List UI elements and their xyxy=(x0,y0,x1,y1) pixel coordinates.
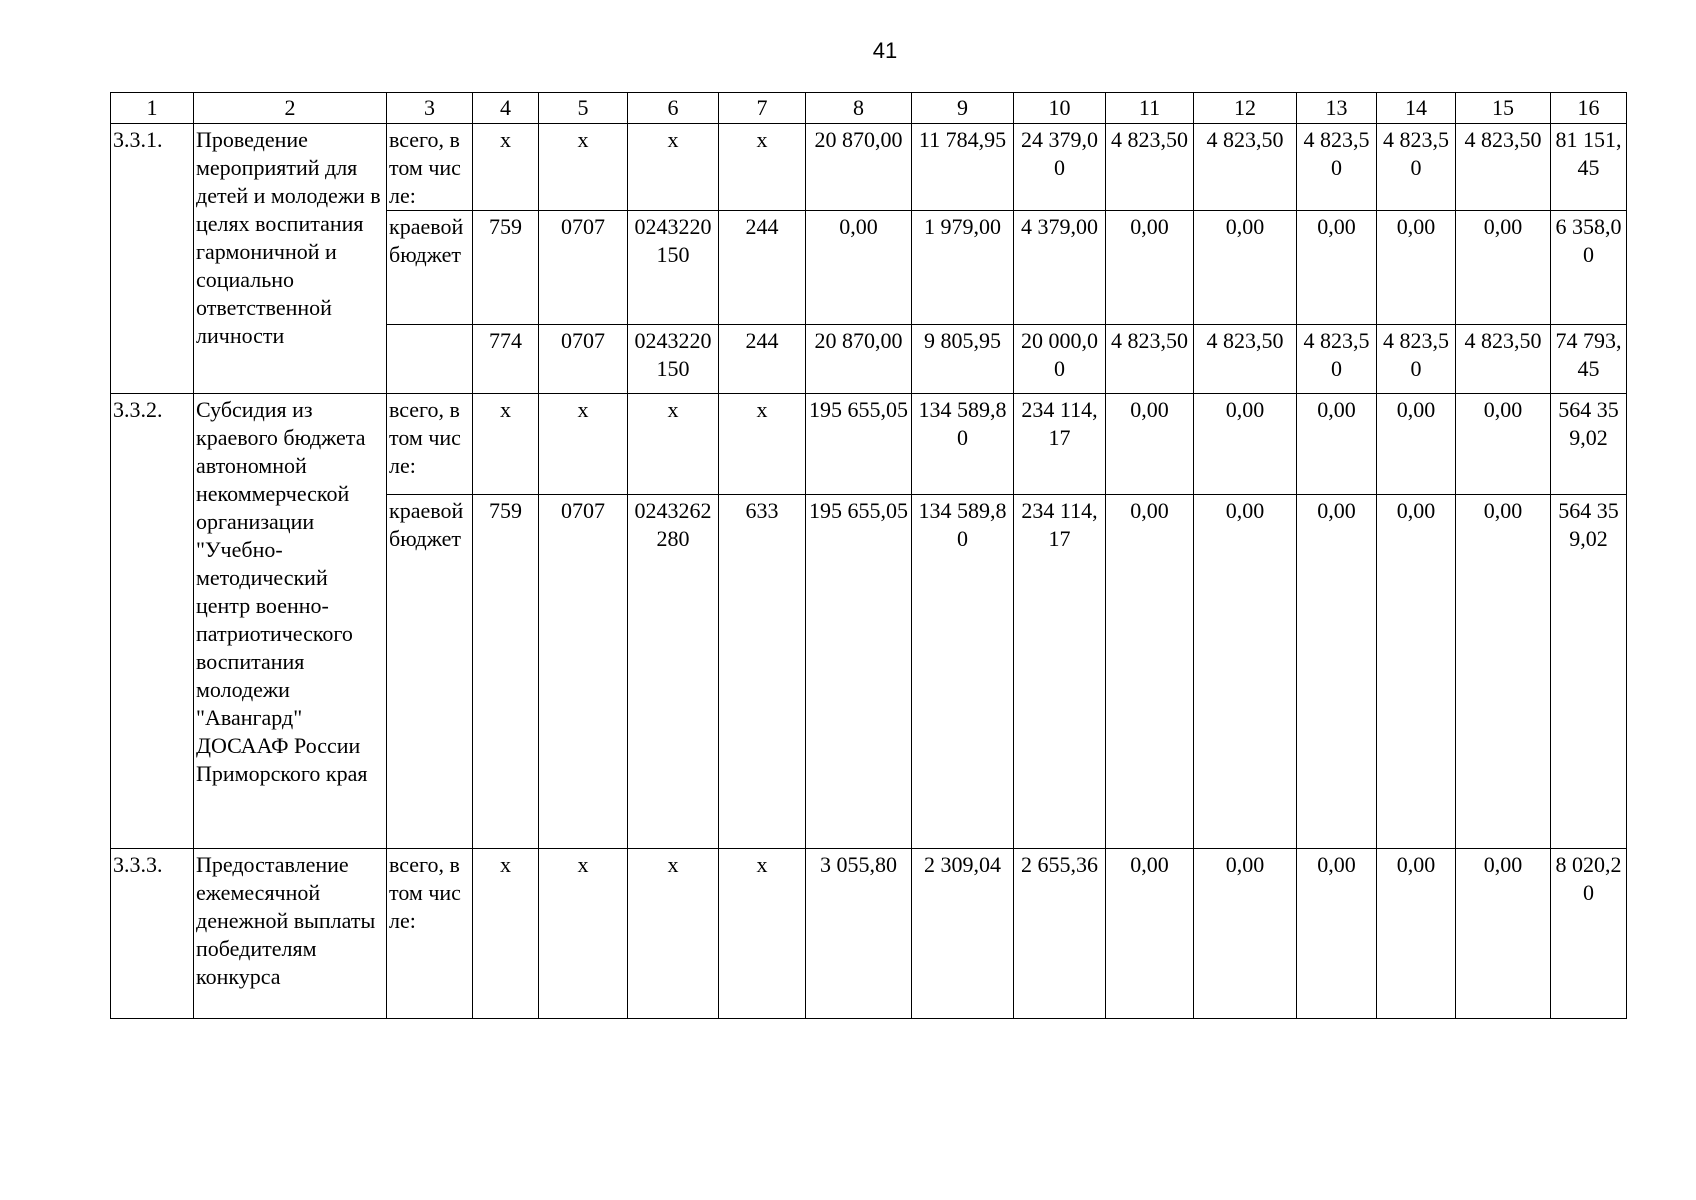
column-header: 8 xyxy=(806,93,912,124)
column-header: 14 xyxy=(1377,93,1456,124)
cell-c16: 6 358,00 xyxy=(1551,211,1627,325)
cell-c7: 633 xyxy=(719,495,806,849)
cell-c6: x xyxy=(628,394,719,495)
cell-c16: 74 793,45 xyxy=(1551,325,1627,394)
column-header: 6 xyxy=(628,93,719,124)
cell-c4: x xyxy=(473,124,539,211)
cell-c8: 20 870,00 xyxy=(806,124,912,211)
cell-c6: 0243220150 xyxy=(628,211,719,325)
cell-c16: 81 151,45 xyxy=(1551,124,1627,211)
cell-c12: 0,00 xyxy=(1194,394,1297,495)
cell-c12: 0,00 xyxy=(1194,495,1297,849)
cell-c8: 20 870,00 xyxy=(806,325,912,394)
cell-c10: 20 000,00 xyxy=(1014,325,1106,394)
cell-c5: 0707 xyxy=(539,495,628,849)
table-row xyxy=(111,124,1627,211)
column-header: 12 xyxy=(1194,93,1297,124)
column-header: 11 xyxy=(1106,93,1194,124)
funding-source: краевой бюджет xyxy=(387,211,473,325)
cell-c14: 0,00 xyxy=(1377,211,1456,325)
cell-c13: 4 823,50 xyxy=(1297,124,1377,211)
cell-c9: 134 589,80 xyxy=(912,495,1014,849)
page-number: 41 xyxy=(872,38,898,63)
cell-c6: x xyxy=(628,849,719,1019)
cell-c9: 134 589,80 xyxy=(912,394,1014,495)
cell-c13: 0,00 xyxy=(1297,394,1377,495)
cell-c14: 4 823,50 xyxy=(1377,325,1456,394)
cell-c5: x xyxy=(539,124,628,211)
cell-c15: 0,00 xyxy=(1456,849,1551,1019)
cell-c8: 3 055,80 xyxy=(806,849,912,1019)
cell-c13: 0,00 xyxy=(1297,849,1377,1019)
cell-c14: 0,00 xyxy=(1377,849,1456,1019)
budget-table xyxy=(110,92,1627,1019)
column-header: 9 xyxy=(912,93,1014,124)
cell-c11: 0,00 xyxy=(1106,495,1194,849)
cell-c4: 774 xyxy=(473,325,539,394)
column-header: 13 xyxy=(1297,93,1377,124)
funding-source: краевой бюджет xyxy=(387,495,473,849)
section-code: 3.3.3. xyxy=(111,849,194,1019)
cell-c6: x xyxy=(628,124,719,211)
cell-c4: x xyxy=(473,849,539,1019)
column-header: 15 xyxy=(1456,93,1551,124)
section-name: Субсидия из краевого бюджета автономной некоммерческой организации "Учебно-методический центр военно-патриотического воспитания молодежи "Авангард" ДОСААФ России Приморского края xyxy=(194,394,387,849)
cell-c4: x xyxy=(473,394,539,495)
cell-c12: 0,00 xyxy=(1194,849,1297,1019)
cell-c9: 1 979,00 xyxy=(912,211,1014,325)
cell-c10: 4 379,00 xyxy=(1014,211,1106,325)
table-header-row xyxy=(111,93,1627,124)
column-header: 4 xyxy=(473,93,539,124)
cell-c15: 0,00 xyxy=(1456,495,1551,849)
cell-c7: x xyxy=(719,394,806,495)
column-header: 16 xyxy=(1551,93,1627,124)
cell-c16: 8 020,20 xyxy=(1551,849,1627,1019)
column-header: 3 xyxy=(387,93,473,124)
cell-c8: 195 655,05 xyxy=(806,394,912,495)
cell-c4: 759 xyxy=(473,211,539,325)
cell-c15: 4 823,50 xyxy=(1456,325,1551,394)
cell-c11: 0,00 xyxy=(1106,211,1194,325)
cell-c4: 759 xyxy=(473,495,539,849)
cell-c5: x xyxy=(539,849,628,1019)
cell-c11: 4 823,50 xyxy=(1106,325,1194,394)
column-header: 10 xyxy=(1014,93,1106,124)
section-code: 3.3.1. xyxy=(111,124,194,394)
funding-source: всего, в том числе: xyxy=(387,849,473,1019)
cell-c5: 0707 xyxy=(539,325,628,394)
cell-c11: 0,00 xyxy=(1106,849,1194,1019)
column-header: 2 xyxy=(194,93,387,124)
cell-c12: 0,00 xyxy=(1194,211,1297,325)
cell-c7: 244 xyxy=(719,325,806,394)
cell-c5: x xyxy=(539,394,628,495)
table-row xyxy=(111,394,1627,495)
cell-c13: 0,00 xyxy=(1297,211,1377,325)
cell-c16: 564 359,02 xyxy=(1551,495,1627,849)
column-header: 1 xyxy=(111,93,194,124)
cell-c14: 4 823,50 xyxy=(1377,124,1456,211)
cell-c11: 0,00 xyxy=(1106,394,1194,495)
cell-c13: 4 823,50 xyxy=(1297,325,1377,394)
cell-c10: 24 379,00 xyxy=(1014,124,1106,211)
cell-c9: 11 784,95 xyxy=(912,124,1014,211)
table-row xyxy=(111,849,1627,1019)
cell-c10: 234 114,17 xyxy=(1014,394,1106,495)
cell-c6: 0243220150 xyxy=(628,325,719,394)
section-name: Проведение мероприятий для детей и молодежи в целях воспитания гармоничной и социально ответственной личности xyxy=(194,124,387,394)
cell-c9: 2 309,04 xyxy=(912,849,1014,1019)
cell-c12: 4 823,50 xyxy=(1194,325,1297,394)
cell-c14: 0,00 xyxy=(1377,495,1456,849)
cell-c8: 195 655,05 xyxy=(806,495,912,849)
cell-c15: 0,00 xyxy=(1456,211,1551,325)
cell-c10: 2 655,36 xyxy=(1014,849,1106,1019)
cell-c12: 4 823,50 xyxy=(1194,124,1297,211)
section-code: 3.3.2. xyxy=(111,394,194,849)
cell-c16: 564 359,02 xyxy=(1551,394,1627,495)
cell-c7: x xyxy=(719,124,806,211)
cell-c14: 0,00 xyxy=(1377,394,1456,495)
cell-c13: 0,00 xyxy=(1297,495,1377,849)
funding-source: всего, в том числе: xyxy=(387,124,473,211)
cell-c15: 4 823,50 xyxy=(1456,124,1551,211)
funding-source xyxy=(387,325,473,394)
cell-c9: 9 805,95 xyxy=(912,325,1014,394)
cell-c10: 234 114,17 xyxy=(1014,495,1106,849)
cell-c15: 0,00 xyxy=(1456,394,1551,495)
section-name: Предоставление ежемесячной денежной выплаты победителям конкурса xyxy=(194,849,387,1019)
cell-c8: 0,00 xyxy=(806,211,912,325)
cell-c7: 244 xyxy=(719,211,806,325)
column-header: 5 xyxy=(539,93,628,124)
cell-c11: 4 823,50 xyxy=(1106,124,1194,211)
cell-c6: 0243262280 xyxy=(628,495,719,849)
funding-source: всего, в том числе: xyxy=(387,394,473,495)
cell-c5: 0707 xyxy=(539,211,628,325)
cell-c7: x xyxy=(719,849,806,1019)
column-header: 7 xyxy=(719,93,806,124)
